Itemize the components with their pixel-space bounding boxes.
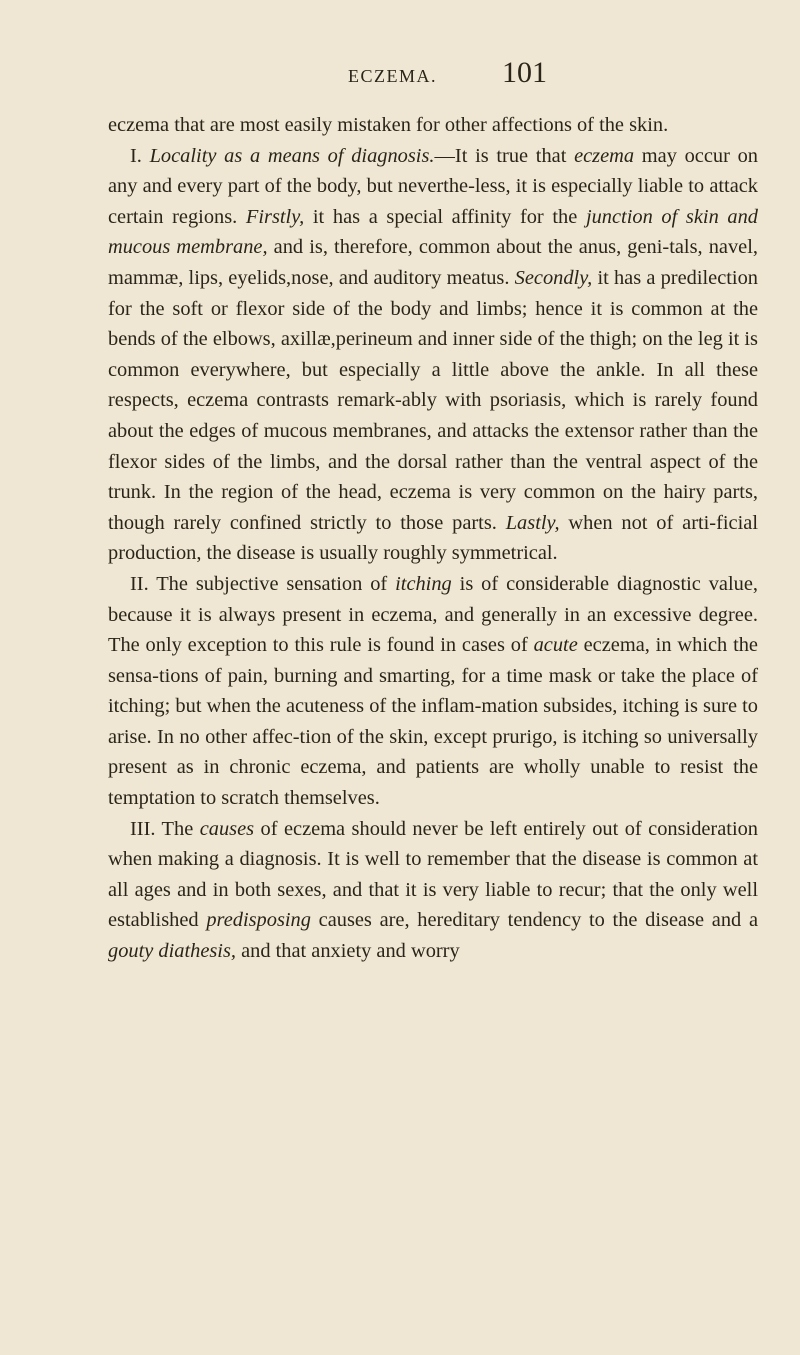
running-head bbox=[108, 52, 758, 96]
text-run: causes are, hereditary tendency to the disease and a bbox=[310, 909, 758, 932]
text-run: I. bbox=[130, 144, 150, 167]
text-run: it has a predilection for the soft or flexor side of the body and limbs; hence it is common at the bends of the elbows, axillæ,perineum and inner side of the thigh; on the leg it is common everywhere, but especially a little above the ankle. In all these respects, eczema contrasts remark-ably with psoriasis, which is rarely found about the edges of mucous membranes, and attacks the extensor rather than the flexor sides of the limbs, and the dorsal rather than the ventral aspect of the trunk. In the region of the head, eczema is very common on the hairy parts, though rarely confined strictly to those parts. bbox=[108, 266, 758, 534]
page-number: 101 bbox=[502, 56, 547, 89]
italic-text: gouty diathesis, bbox=[108, 940, 236, 963]
italic-text: itching bbox=[395, 572, 452, 595]
paragraph-itching bbox=[108, 569, 758, 814]
text-run: eczema that are most easily mistaken for other affections of the skin. bbox=[108, 114, 669, 136]
text-run: III. The bbox=[130, 817, 200, 840]
italic-text: Lastly, bbox=[505, 511, 560, 534]
text-run: and that anxiety and worry bbox=[236, 940, 460, 963]
text-run: —It is true that bbox=[434, 144, 575, 167]
italic-text: junction of skin and mucous membrane, bbox=[108, 205, 758, 259]
text-run: it has a special affinity for the bbox=[304, 205, 586, 228]
paragraph-locality bbox=[108, 141, 758, 569]
text-run: II. The subjective sensation of bbox=[130, 572, 396, 595]
running-title: ECZEMA. bbox=[348, 66, 437, 86]
italic-text: causes bbox=[199, 817, 255, 840]
italic-text: Locality as a means of diagnosis. bbox=[149, 144, 435, 167]
italic-text: eczema bbox=[574, 144, 635, 167]
text-run: and is, therefore, common about the anus, geni-tals, navel, mammæ, lips, eyelids,nose, and auditory meatus. bbox=[108, 236, 758, 289]
text-run: may occur on any and every part of the body, but neverthe-less, it is especially liable to attack certain regions. bbox=[108, 144, 758, 228]
paragraph-continuation bbox=[108, 110, 758, 141]
italic-text: acute bbox=[533, 634, 578, 657]
italic-text: predisposing bbox=[206, 909, 311, 932]
paragraph-causes bbox=[108, 814, 758, 967]
text-run: is of considerable diagnostic value, because it is always present in eczema, and generally in an excessive degree. The only exception to this rule is found in cases of bbox=[108, 572, 758, 657]
text-run: of eczema should never be left entirely out of consideration when making a diagnosis. It is well to remember that the disease is common at all ages and in both sexes, and that it is very liable to recur; that the only well established bbox=[108, 817, 758, 932]
italic-text: Firstly, bbox=[245, 205, 305, 228]
italic-text: Secondly, bbox=[514, 266, 593, 289]
text-run: when not of arti-ficial production, the disease is usually roughly symmetrical. bbox=[108, 511, 758, 565]
text-run: eczema, in which the sensa-tions of pain, burning and smarting, for a time mask or take the place of itching; but when the acuteness of the inflam-mation subsides, itching is sure to arise. In no other affec-tion of the skin, except prurigo, is itching so universally present as in chronic eczema, and patients are wholly unable to resist the temptation to scratch themselves. bbox=[108, 634, 758, 810]
body-text bbox=[108, 110, 758, 967]
